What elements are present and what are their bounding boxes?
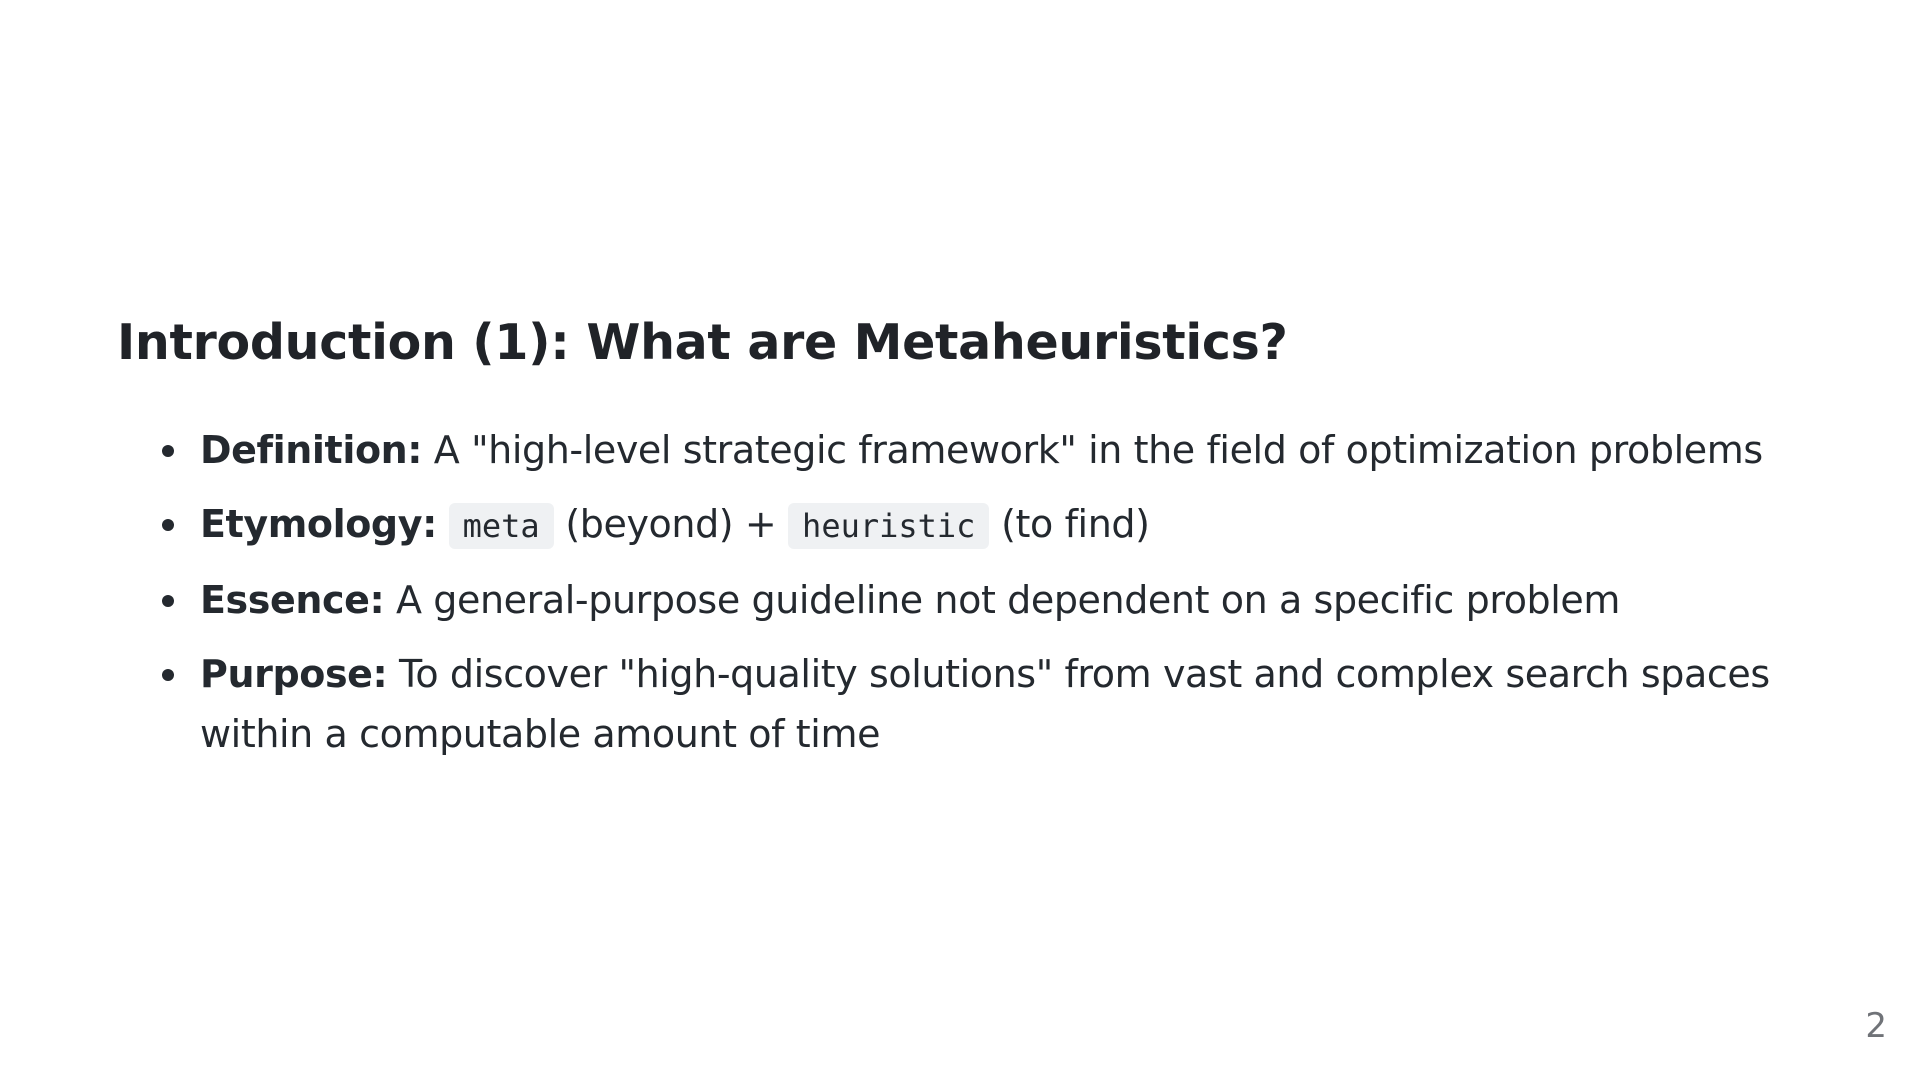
bullet-essence (200, 570, 1800, 630)
bullet-text: To discover "high-quality solutions" from vast and complex search spaces within a computable amount of time (200, 652, 1770, 756)
inline-code-heuristic: heuristic (788, 503, 989, 549)
bullet-term: Etymology: (200, 502, 437, 546)
bullet-text: (to find) (1001, 502, 1150, 546)
bullet-definition (200, 420, 1800, 480)
page-number: 2 (1865, 1006, 1887, 1046)
bullet-purpose (200, 644, 1800, 764)
bullet-etymology (200, 494, 1800, 556)
slide-title: Introduction (1): What are Metaheuristics? (117, 314, 1288, 371)
bullet-term: Essence: (200, 578, 385, 622)
bullet-text: A general-purpose guideline not dependent on a specific problem (396, 578, 1621, 622)
bullet-list (200, 420, 1800, 778)
bullet-text: (beyond) + (565, 502, 777, 546)
bullet-term: Purpose: (200, 652, 388, 696)
bullet-text: A "high-level strategic framework" in the field of optimization problems (433, 428, 1763, 472)
inline-code-meta: meta (449, 503, 554, 549)
bullet-term: Definition: (200, 428, 423, 472)
